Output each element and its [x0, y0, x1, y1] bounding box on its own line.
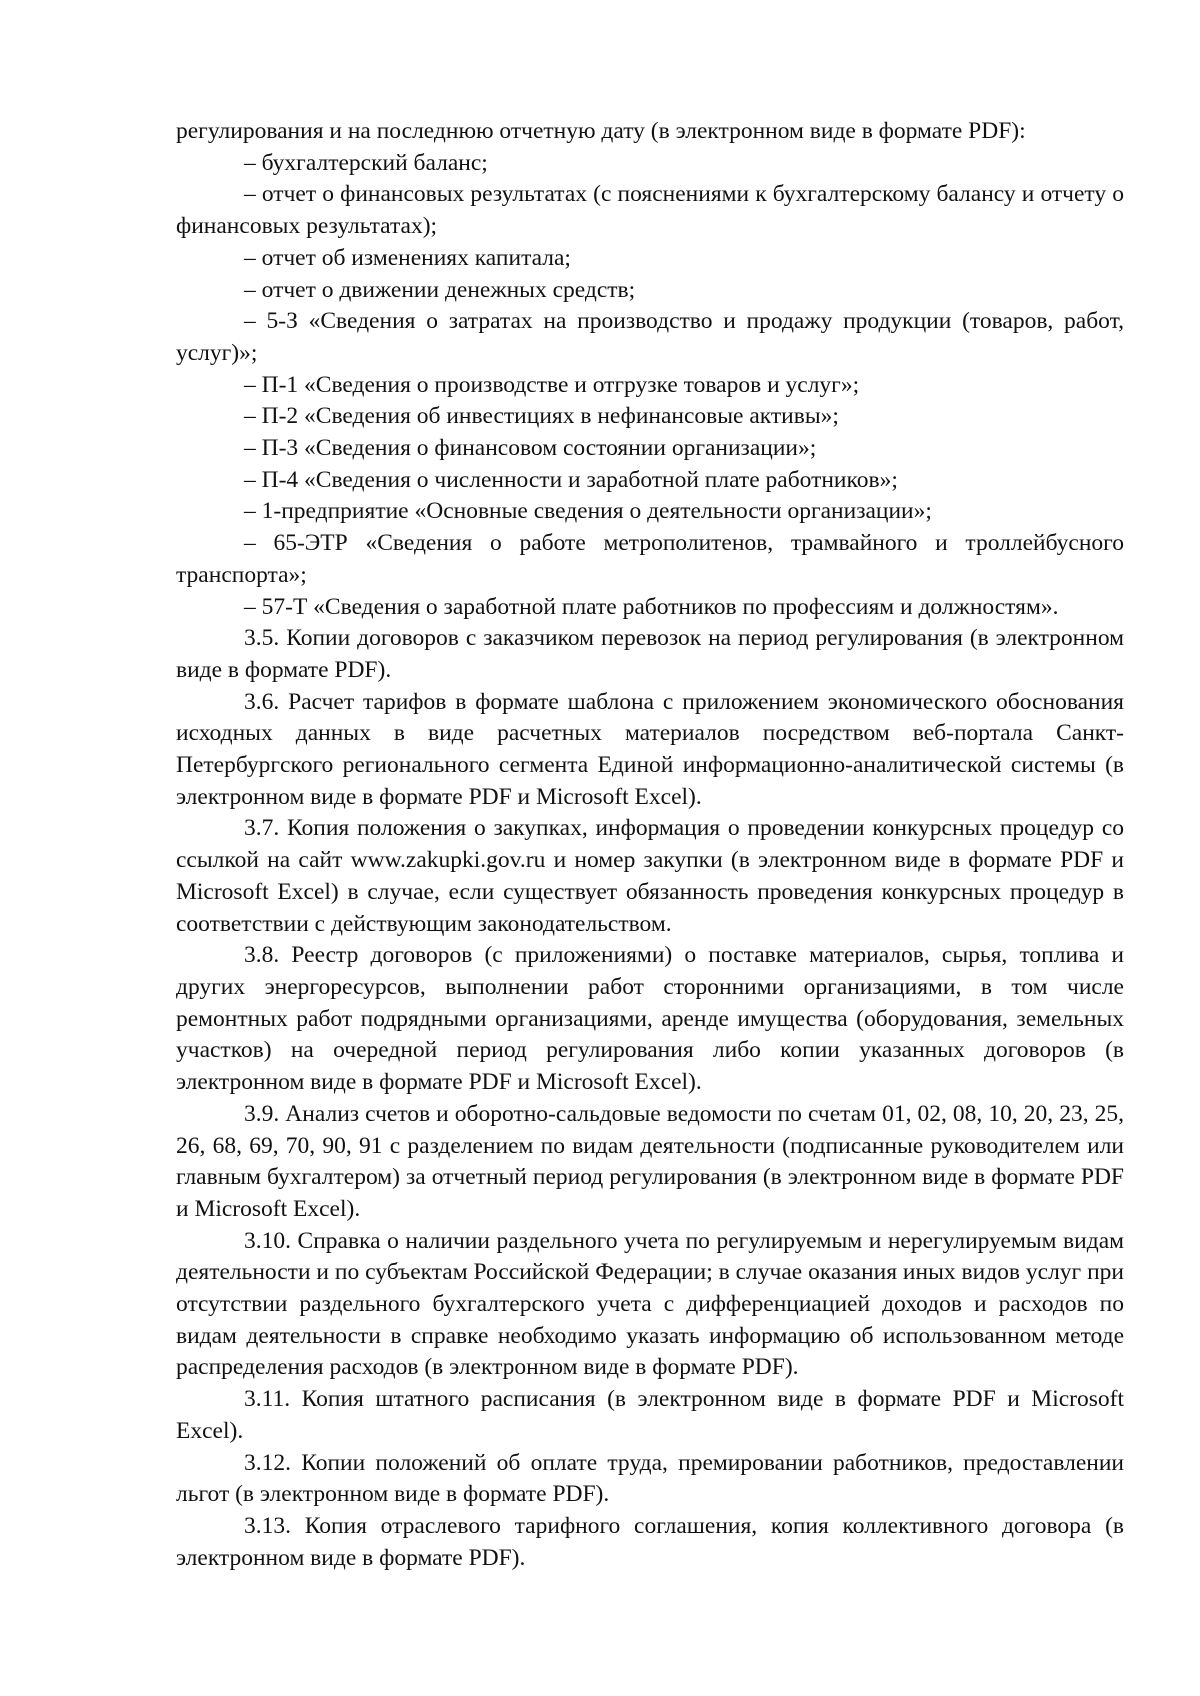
list-item-financial-results: – отчет о финансовых результатах (с пояснениями к бухгалтерскому балансу и отчету о финансовых результатах); — [176, 181, 1124, 240]
list-item-form-65-etr: – 65-ЭТР «Сведения о работе метрополитенов, трамвайного и троллейбусного транспорта»; — [176, 530, 1124, 588]
list-item-form-5z: – 5-З «Сведения о затратах на производство и продажу продукции (товаров, работ, услуг)»; — [176, 308, 1124, 366]
list-item-form-p4: – П-4 «Сведения о численности и заработной плате работников»; — [244, 466, 898, 493]
document-body — [176, 116, 1124, 1574]
list-item-form-p2: – П-2 «Сведения об инвестициях в нефинансовые активы»; — [244, 403, 839, 430]
section-3-10: 3.10. Справка о наличии раздельного учета по регулируемым и нерегулируемым видам деятельности и по субъектам Российской Федерации; в случае оказания иных видов услуг при отсутствии раздельного бухгалтерского учета с дифференциацией доходов и расходов по видам деятельности в справке необходимо указать информацию об использованном методе распределения расходов (в электронном виде в формате PDF). — [176, 1227, 1124, 1381]
section-3-12: 3.12. Копии положений об оплате труда, премировании работников, предоставлении льгот (в электронном виде в формате PDF). — [176, 1449, 1124, 1508]
section-3-5: 3.5. Копии договоров с заказчиком перевозок на период регулирования (в электронном виде в формате PDF). — [176, 625, 1124, 683]
list-item-cash-flow: – отчет о движении денежных средств; — [244, 276, 636, 303]
list-item-form-1-enterprise: – 1-предприятие «Основные сведения о деятельности организации»; — [244, 498, 932, 525]
section-3-11: 3.11. Копия штатного расписания (в электронном виде в формате PDF и Microsoft Excel). — [176, 1386, 1124, 1444]
list-item-form-57-t: – 57-Т «Сведения о заработной плате работников по профессиям и должностям». — [244, 593, 1059, 620]
list-item-form-p1: – П-1 «Сведения о производстве и отгрузке товаров и услуг»; — [244, 371, 860, 398]
section-3-7: 3.7. Копия положения о закупках, информация о проведении конкурсных процедур со ссылкой на сайт www.zakupki.gov.ru и номер закупки (в электронном виде в формате PDF и Microsoft Excel) в случае, если существует обязанность проведения конкурсных процедур в соответствии с действующим законодательством. — [176, 815, 1124, 937]
list-item-capital-changes: – отчет об изменениях капитала; — [244, 244, 571, 271]
section-3-13: 3.13. Копия отраслевого тарифного соглашения, копия коллективного договора (в электронном виде в формате PDF). — [176, 1512, 1124, 1571]
section-3-8: 3.8. Реестр договоров (с приложениями) о поставке материалов, сырья, топлива и других энергоресурсов, выполнении работ сторонними организациями, в том числе ремонтных работ подрядными организациями, аренде имущества (оборудования, земельных участков) на очередной период регулирования либо копии указанных договоров (в электронном виде в формате PDF и Microsoft Excel). — [176, 942, 1124, 1096]
section-3-6: 3.6. Расчет тарифов в формате шаблона с приложением экономического обоснования исходных данных в виде расчетных материалов посредством веб-портала Санкт-Петербургского регионального сегмента Единой информационно-аналитической системы (в электронном виде в формате PDF и Microsoft Excel). — [176, 688, 1124, 810]
paragraph-continuation: регулирования и на последнюю отчетную дату (в электронном виде в формате PDF): — [176, 118, 1026, 144]
section-3-9: 3.9. Анализ счетов и оборотно-сальдовые ведомости по счетам 01, 02, 08, 10, 20, 23, 25, 26, 68, 69, 70, 90, 91 с разделением по видам деятельности (подписанные руководителем или главным бухгалтером) за отчетный период регулирования (в электронном виде в формате PDF и Microsoft Excel). — [176, 1100, 1124, 1222]
list-item-form-p3: – П-3 «Сведения о финансовом состоянии организации»; — [244, 435, 817, 462]
list-item-balance-sheet: – бухгалтерский баланс; — [244, 149, 488, 176]
